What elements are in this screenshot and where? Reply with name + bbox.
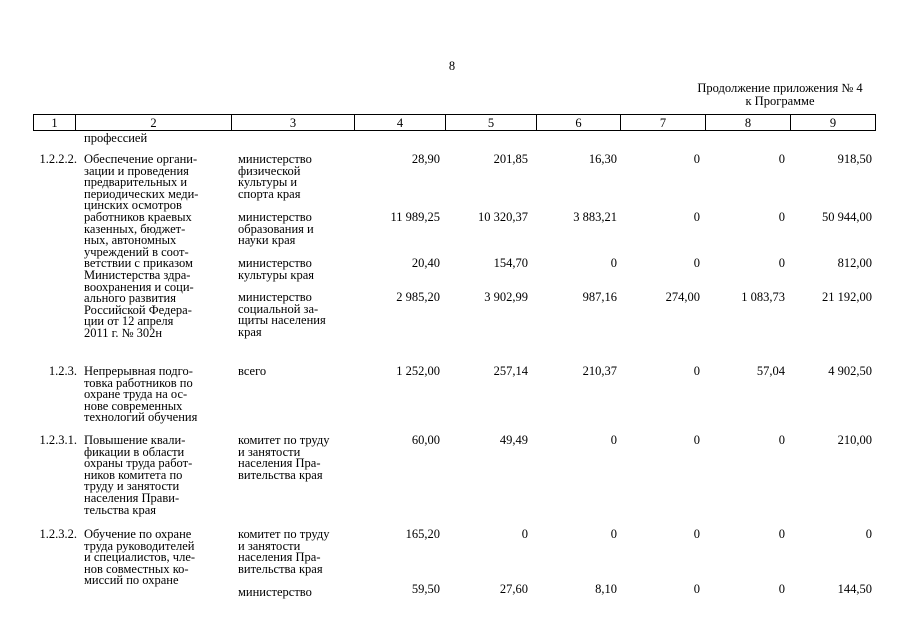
table-cell-executor: комитет по труду и занятости населения Пра- вительства края [238,433,330,482]
table-cell-value: 0 [693,210,700,224]
table-cell-value: 3 902,99 [484,290,528,304]
table-cell-value: 0 [521,527,528,541]
table-cell-executor: министерство социальной за- щиты населения края [238,290,326,339]
table-cell-value: 0 [693,527,700,541]
table-cell-value: 11 989,25 [390,210,440,224]
table-cell-value: 274,00 [665,290,700,304]
table-cell-code: 1.2.3.2. [39,527,77,541]
table-cell-name: Обучение по охране труда руководителей и специалистов, чле- нов совместных ко- миссий по охране [84,527,196,588]
table-cell-value: 0 [778,256,785,270]
table-cell-executor: министерство физической культуры и спорта края [238,152,312,201]
table-cell-code: 1.2.3. [48,364,77,378]
table-cell-code: 1.2.2.2. [39,152,77,166]
continuation-line-2: к Программе [745,94,815,108]
table-cell-value: 57,04 [756,364,785,378]
header-col-5: 5 [487,116,495,130]
table-cell-value: 0 [693,152,700,166]
table-cell-executor: министерство образования и науки края [238,210,314,248]
table-header-row [33,114,876,131]
table-cell-executor: министерство культуры края [238,256,315,282]
table-cell-value: 20,40 [411,256,440,270]
table-cell-value: 0 [693,433,700,447]
table-cell-value: 27,60 [499,582,528,596]
table-cell-value: 0 [693,256,700,270]
header-col-8: 8 [744,116,752,130]
table-cell-executor: министерство [238,585,312,599]
table-cell-value: 0 [865,527,872,541]
table-cell-code: 1.2.3.1. [39,433,77,447]
header-col-4: 4 [396,116,404,130]
table-cell-executor: всего [238,364,267,378]
header-col-6: 6 [575,116,582,130]
table-cell-name: Повышение квали- фикации в области охраны труда работ- ников комитета по труду и занятости населения Прави- тельства края [84,433,193,517]
table-cell-value: 0 [778,527,785,541]
table-cell-value: 1 083,73 [741,290,785,304]
table-cell-value: 21 192,00 [822,290,872,304]
table-cell-value: 0 [610,433,617,447]
table-cell-executor: комитет по труду и занятости населения Пра- вительства края [238,527,330,576]
table-cell-value: 59,50 [411,582,440,596]
table-cell-value: 4 902,50 [828,364,872,378]
table-cell-name: Непрерывная подго- товка работников по охране труда на ос- нове современных технологий обучения [84,364,198,425]
table-cell-value: 0 [693,364,700,378]
header-col-3: 3 [289,116,297,130]
table-cell-value: 0 [610,256,617,270]
table-cell-value: 201,85 [493,152,528,166]
table-cell-value: 0 [610,527,617,541]
table-cell-value: 210,00 [837,433,872,447]
table-cell-value: 8,10 [595,582,617,596]
table-cell-value: 257,14 [493,364,528,378]
table-cell-value: 49,49 [499,433,528,447]
table-cell-value: 812,00 [837,256,872,270]
table-cell-value: 154,70 [493,256,528,270]
table-cell-value: 3 883,21 [573,210,617,224]
table-cell-value: 144,50 [837,582,872,596]
continuation-line-1: Продолжение приложения № 4 [697,81,863,95]
table-cell-value: 0 [778,210,785,224]
page-number: 8 [448,59,456,73]
table-cell-value: 10 320,37 [478,210,528,224]
table-cell-name: Обеспечение органи- зации и проведения предварительных и периодических меди- цинских осмотров работников краевых казенных, бюджет- ных, автономных учреждений в соот- ветствии с приказом Министерства здра- воохранения и соци- ального развития Российской Федера- ции от 12 апреля 2011 г. № 302н [84,152,199,340]
header-col-7: 7 [659,116,667,130]
table-cell-value: 918,50 [837,152,872,166]
table-cell-value: 1 252,00 [396,364,440,378]
table-cell-value: 2 985,20 [396,290,440,304]
table-cell-value: 0 [778,582,785,596]
table-cell-value: 210,37 [582,364,617,378]
table-cell-name: профессией [84,131,148,145]
header-col-2: 2 [150,116,157,130]
header-col-9: 9 [829,116,837,130]
table-cell-value: 987,16 [582,290,617,304]
table-cell-value: 0 [693,582,700,596]
table-cell-value: 0 [778,433,785,447]
table-cell-value: 16,30 [588,152,617,166]
table-cell-value: 0 [778,152,785,166]
header-col-1: 1 [51,116,58,130]
table-cell-value: 60,00 [411,433,440,447]
table-cell-value: 28,90 [411,152,440,166]
table-cell-value: 165,20 [405,527,440,541]
table-cell-value: 50 944,00 [822,210,872,224]
